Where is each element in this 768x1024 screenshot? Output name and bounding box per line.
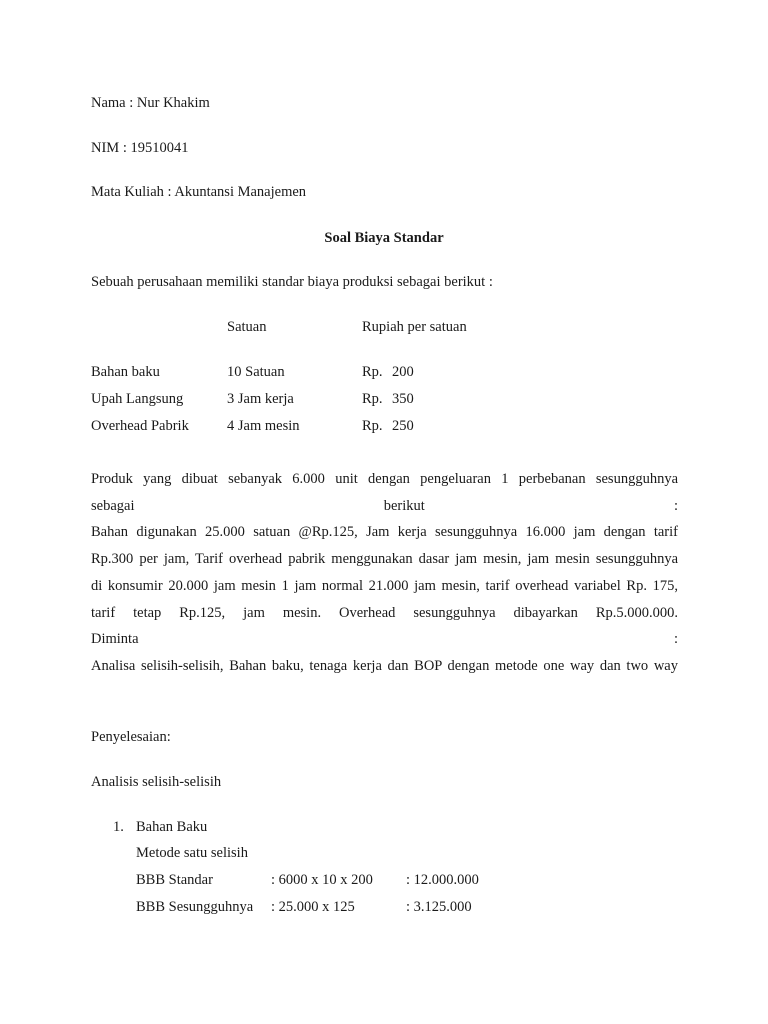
row-name: Bahan baku [91, 364, 160, 380]
solution-heading: Penyelesaian: [91, 729, 171, 745]
document-title: Soal Biaya Standar [324, 230, 444, 246]
table-header-rupiah: Rupiah per satuan [362, 319, 467, 335]
student-name: Nama : Nur Khakim [91, 95, 210, 111]
paragraph-line: Analisa selisih-selisih, Bahan baku, tenaga kerja dan BOP dengan metode one way dan two way [91, 658, 678, 674]
list-item-title: Bahan Baku [136, 819, 208, 835]
row-satuan: 4 Jam mesin [227, 418, 300, 434]
solution-subheading: Analisis selisih-selisih [91, 774, 222, 790]
paragraph-line: Bahan digunakan 25.000 satuan @Rp.125, Jam kerja sesungguhnya 16.000 jam dengan tarif [91, 524, 678, 540]
paragraph-word: sebagai [91, 498, 135, 514]
paragraph-word: : [673, 631, 678, 647]
list-number: 1. [113, 819, 124, 835]
row-name: Upah Langsung [91, 391, 184, 407]
calc-result: : 12.000.000 [406, 872, 479, 888]
paragraph-line: Produk yang dibuat sebanyak 6.000 unit dengan pengeluaran 1 perbebanan sesungguhnya [91, 471, 678, 487]
calc-formula: : 25.000 x 125 [271, 899, 355, 915]
row-rp: Rp. [362, 391, 383, 407]
row-rp: Rp. [362, 418, 383, 434]
row-satuan: 3 Jam kerja [227, 391, 294, 407]
paragraph-line [91, 497, 678, 515]
row-satuan: 10 Satuan [227, 364, 285, 380]
paragraph-word: berikut [383, 498, 425, 514]
calc-formula: : 6000 x 10 x 200 [271, 872, 373, 888]
paragraph-line [91, 630, 678, 648]
paragraph-word: : [673, 498, 678, 514]
paragraph-line: di konsumir 20.000 jam mesin 1 jam normal 21.000 jam mesin, tarif overhead variabel Rp. 175, [91, 578, 678, 594]
row-value: 250 [392, 418, 414, 434]
row-value: 200 [392, 364, 414, 380]
calc-result: : 3.125.000 [406, 899, 472, 915]
course-name: Mata Kuliah : Akuntansi Manajemen [91, 184, 307, 200]
calc-label: BBB Standar [136, 872, 213, 888]
paragraph-line: tarif tetap Rp.125, jam mesin. Overhead sesungguhnya dibayarkan Rp.5.000.000. [91, 605, 678, 621]
method-label: Metode satu selisih [136, 845, 248, 861]
calc-label: BBB Sesungguhnya [136, 899, 254, 915]
paragraph-line: Rp.300 per jam, Tarif overhead pabrik menggunakan dasar jam mesin, jam mesin sesungguhnya [91, 551, 678, 567]
row-rp: Rp. [362, 364, 383, 380]
row-name: Overhead Pabrik [91, 418, 189, 434]
student-nim: NIM : 19510041 [91, 140, 189, 156]
table-header-satuan: Satuan [227, 319, 267, 335]
row-value: 350 [392, 391, 414, 407]
intro-text: Sebuah perusahaan memiliki standar biaya produksi sebagai berikut : [91, 274, 493, 290]
paragraph-word: Diminta [91, 631, 139, 647]
